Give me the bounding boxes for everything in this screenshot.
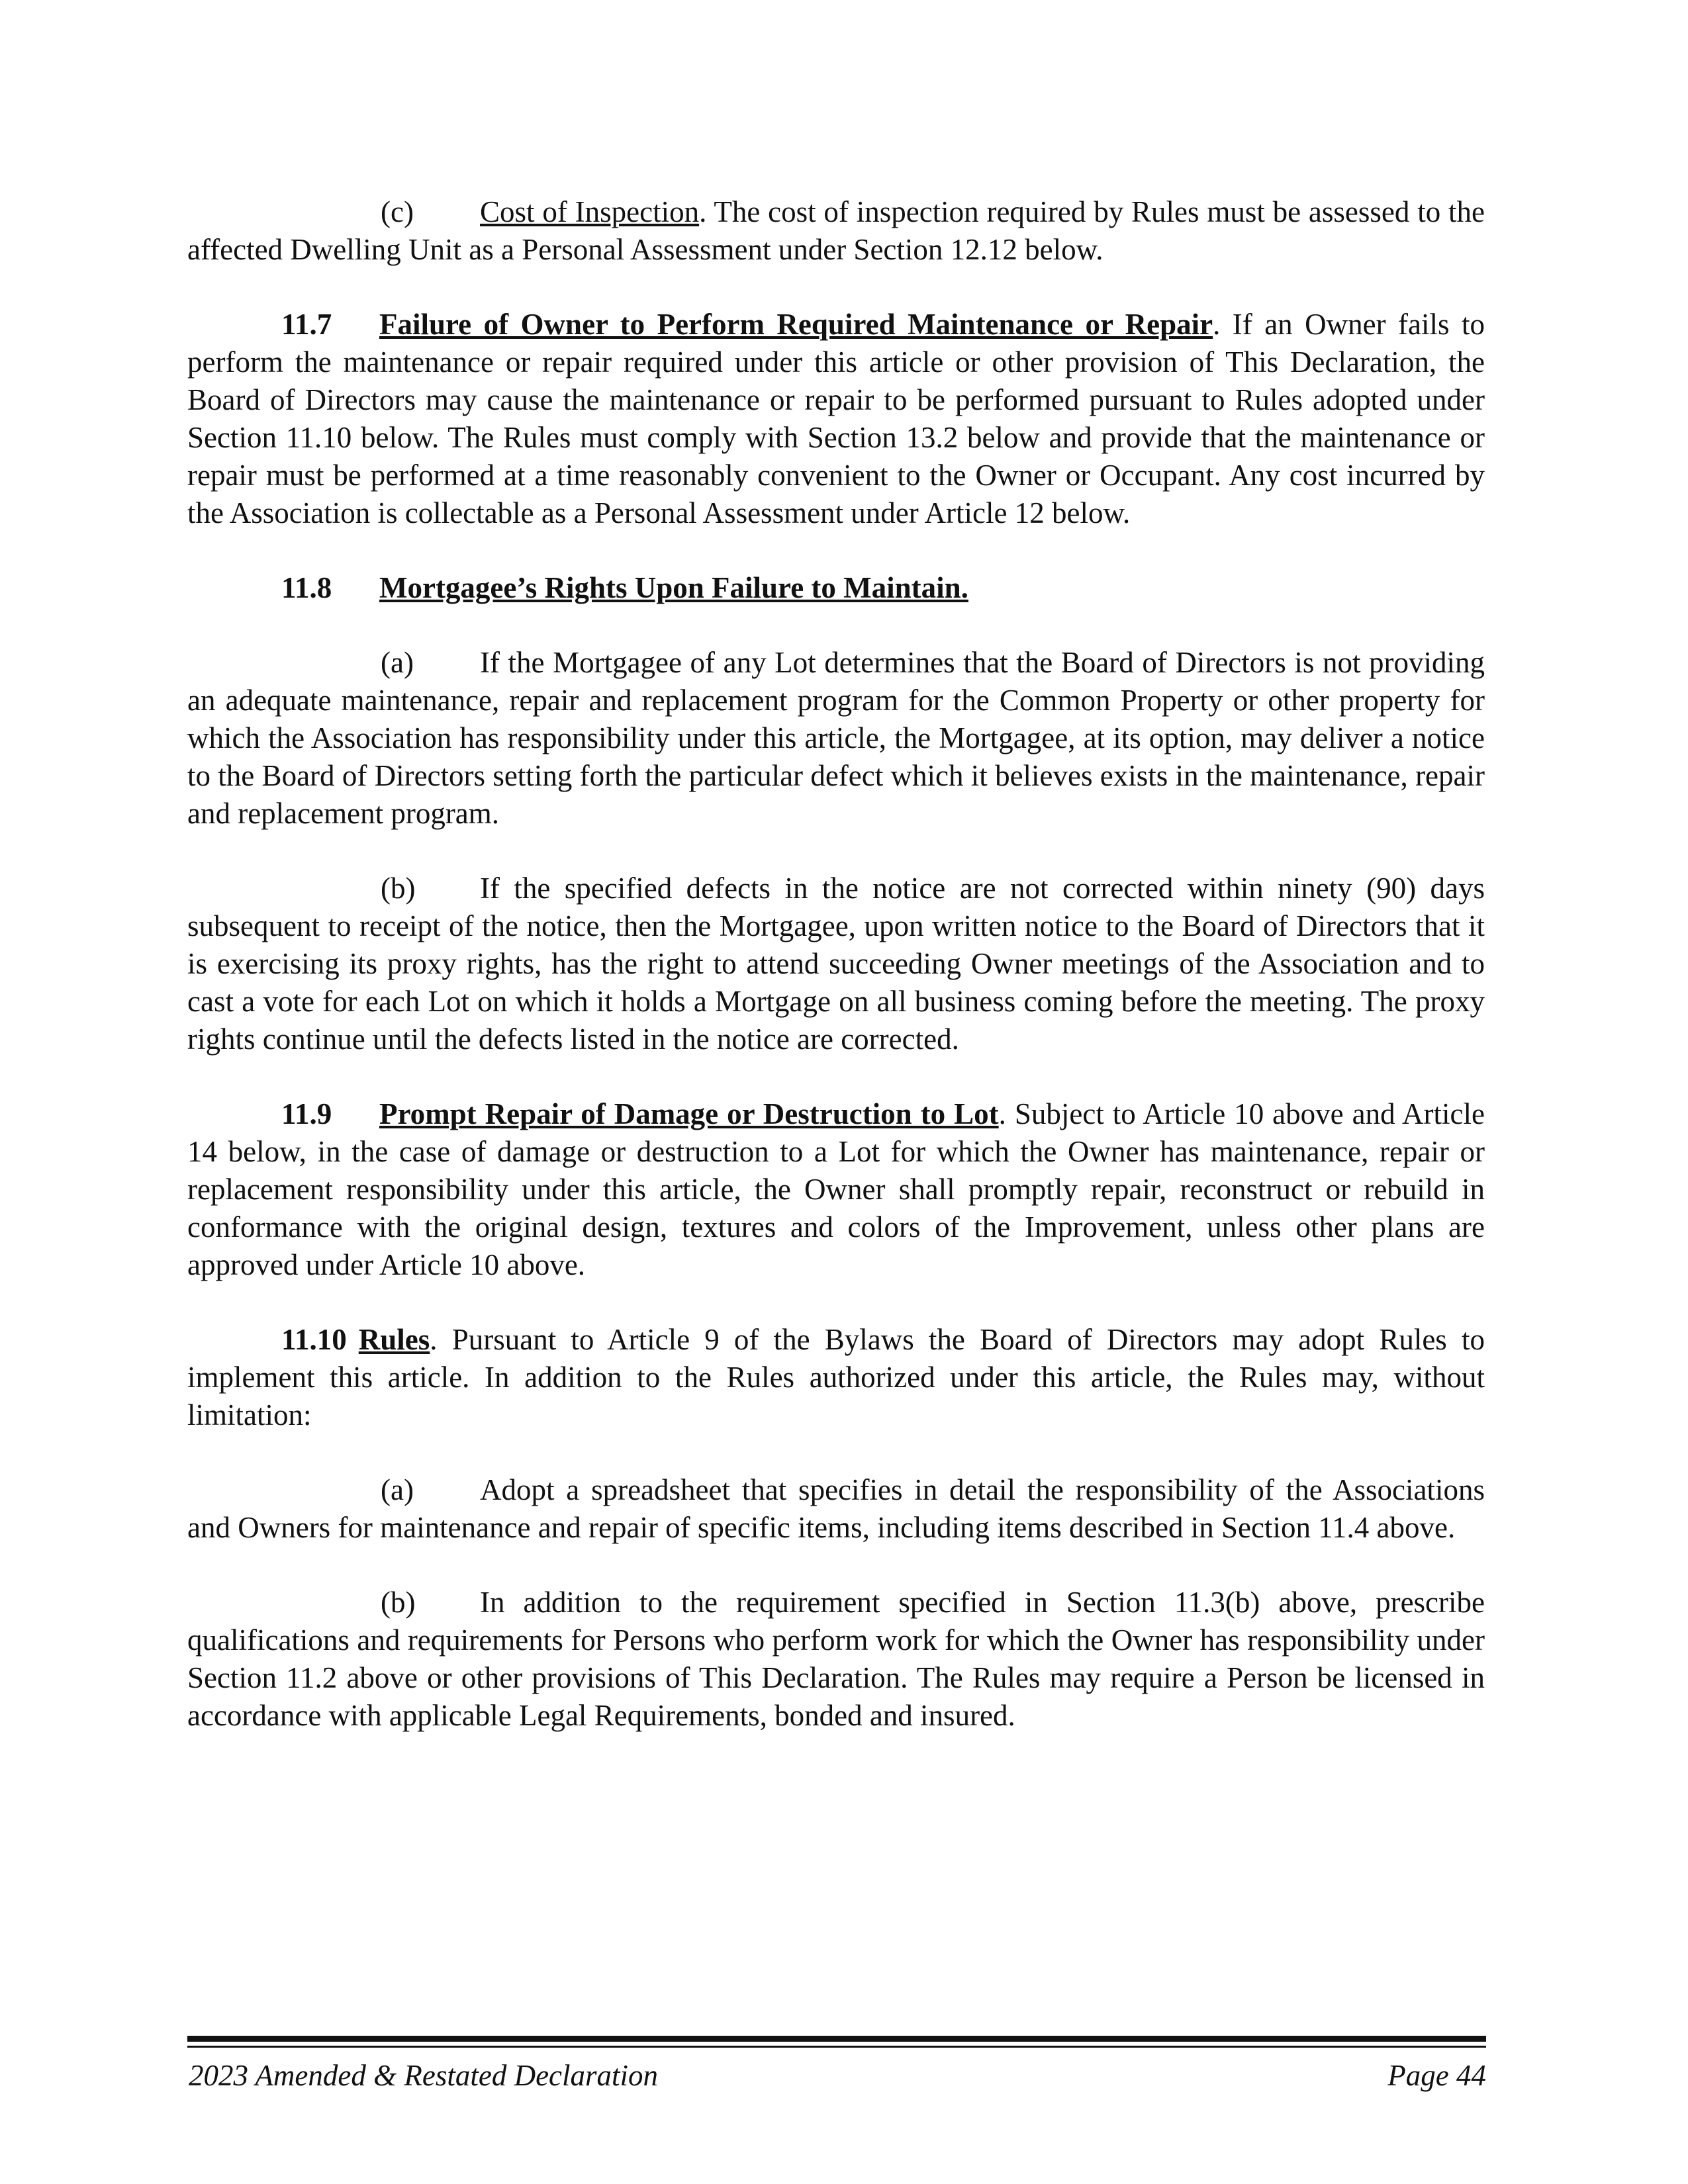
paragraph-text: In addition to the requirement specified in Section 11.3(b) above, prescribe qualifications and requirements for Persons who perform work for which the Owner has responsibility under Section 11.2 above or other provisions of This Declaration. The Rules may require a Person be licensed in accordance with applicable Legal Requirements, bonded and insured. [187,1586,1485,1732]
footer-divider-thin [187,2046,1486,2048]
section-text: . Pursuant to Article 9 of the Bylaws the Board of Directors may adopt Rules to implement this article. In addition to the Rules authorized under this article, the Rules may, without limitation: [187,1323,1485,1432]
section-number: 11.10 [281,1323,347,1356]
paragraph-text: . The cost of inspection required by Rules must be assessed to the affected Dwelling Unit as a Personal Assessment under Section 12.12 below. [187,195,1485,266]
section-11-10 [187,1321,1485,1434]
section-text: . If an Owner fails to perform the maintenance or repair required under this article or other provision of This Declaration, the Board of Directors may cause the maintenance or repair to be performed pursuant to Rules adopted under Section 11.10 below. The Rules must comply with Section 13.2 below and provide that the maintenance or repair must be performed at a time reasonably convenient to the Owner or Occupant. Any cost incurred by the Association is collectable as a Personal Assessment under Article 12 below. [187,308,1485,529]
section-text: . Subject to Article 10 above and Article 14 below, in the case of damage or destruction to a Lot for which the Owner has maintenance, repair or replacement responsibility under this article, the Owner shall promptly repair, reconstruct or rebuild in conformance with the original design, textures and colors of the Improvement, unless other plans are approved under Article 10 above. [187,1097,1485,1281]
subsection-label: (a) [381,646,414,679]
section-number: 11.7 [281,308,332,341]
footer-page-number: Page 44 [1387,2059,1486,2092]
section-11-8-b [187,870,1485,1058]
paragraph-text: Adopt a spreadsheet that specifies in detail the responsibility of the Associations and Owners for maintenance and repair of specific items, including items described in Section 11.4 above. [187,1473,1485,1544]
paragraph-c-cost-of-inspection [187,193,1485,269]
section-11-10-a [187,1471,1485,1547]
section-title: Prompt Repair of Damage or Destruction to Lot [379,1097,999,1130]
subsection-label: (b) [381,872,416,905]
section-title: Rules [358,1323,430,1356]
paragraph-text: If the Mortgagee of any Lot determines that the Board of Directors is not providing an adequate maintenance, repair and replacement program for the Common Property or other property for which the Association has responsibility under this article, the Mortgagee, at its option, may deliver a notice to the Board of Directors setting forth the particular defect which it believes exists in the maintenance, repair and replacement program. [187,646,1485,830]
section-11-8-a [187,644,1485,833]
page-body [187,193,1485,1772]
section-number: 11.9 [281,1097,332,1130]
section-title: Failure of Owner to Perform Required Maintenance or Repair [379,308,1213,341]
section-11-8-heading [187,569,1485,607]
section-11-7 [187,306,1485,532]
subsection-label: (a) [381,1473,414,1506]
section-number: 11.8 [281,571,332,604]
subsection-label: (b) [381,1586,416,1619]
footer-divider-thick [187,2036,1486,2042]
subsection-label: (c) [381,195,414,228]
section-11-9 [187,1095,1485,1284]
section-11-10-b [187,1584,1485,1735]
subsection-title: Cost of Inspection [480,195,700,228]
paragraph-text: If the specified defects in the notice are not corrected within ninety (90) days subsequent to receipt of the notice, then the Mortgagee, upon written notice to the Board of Directors that it is exercising its proxy rights, has the right to attend succeeding Owner meetings of the Association and to cast a vote for each Lot on which it holds a Mortgage on all business coming before the meeting. The proxy rights continue until the defects listed in the notice are corrected. [187,872,1485,1056]
section-title: Mortgagee’s Rights Upon Failure to Maintain. [379,571,968,604]
footer-document-title: 2023 Amended & Restated Declaration [189,2059,659,2092]
